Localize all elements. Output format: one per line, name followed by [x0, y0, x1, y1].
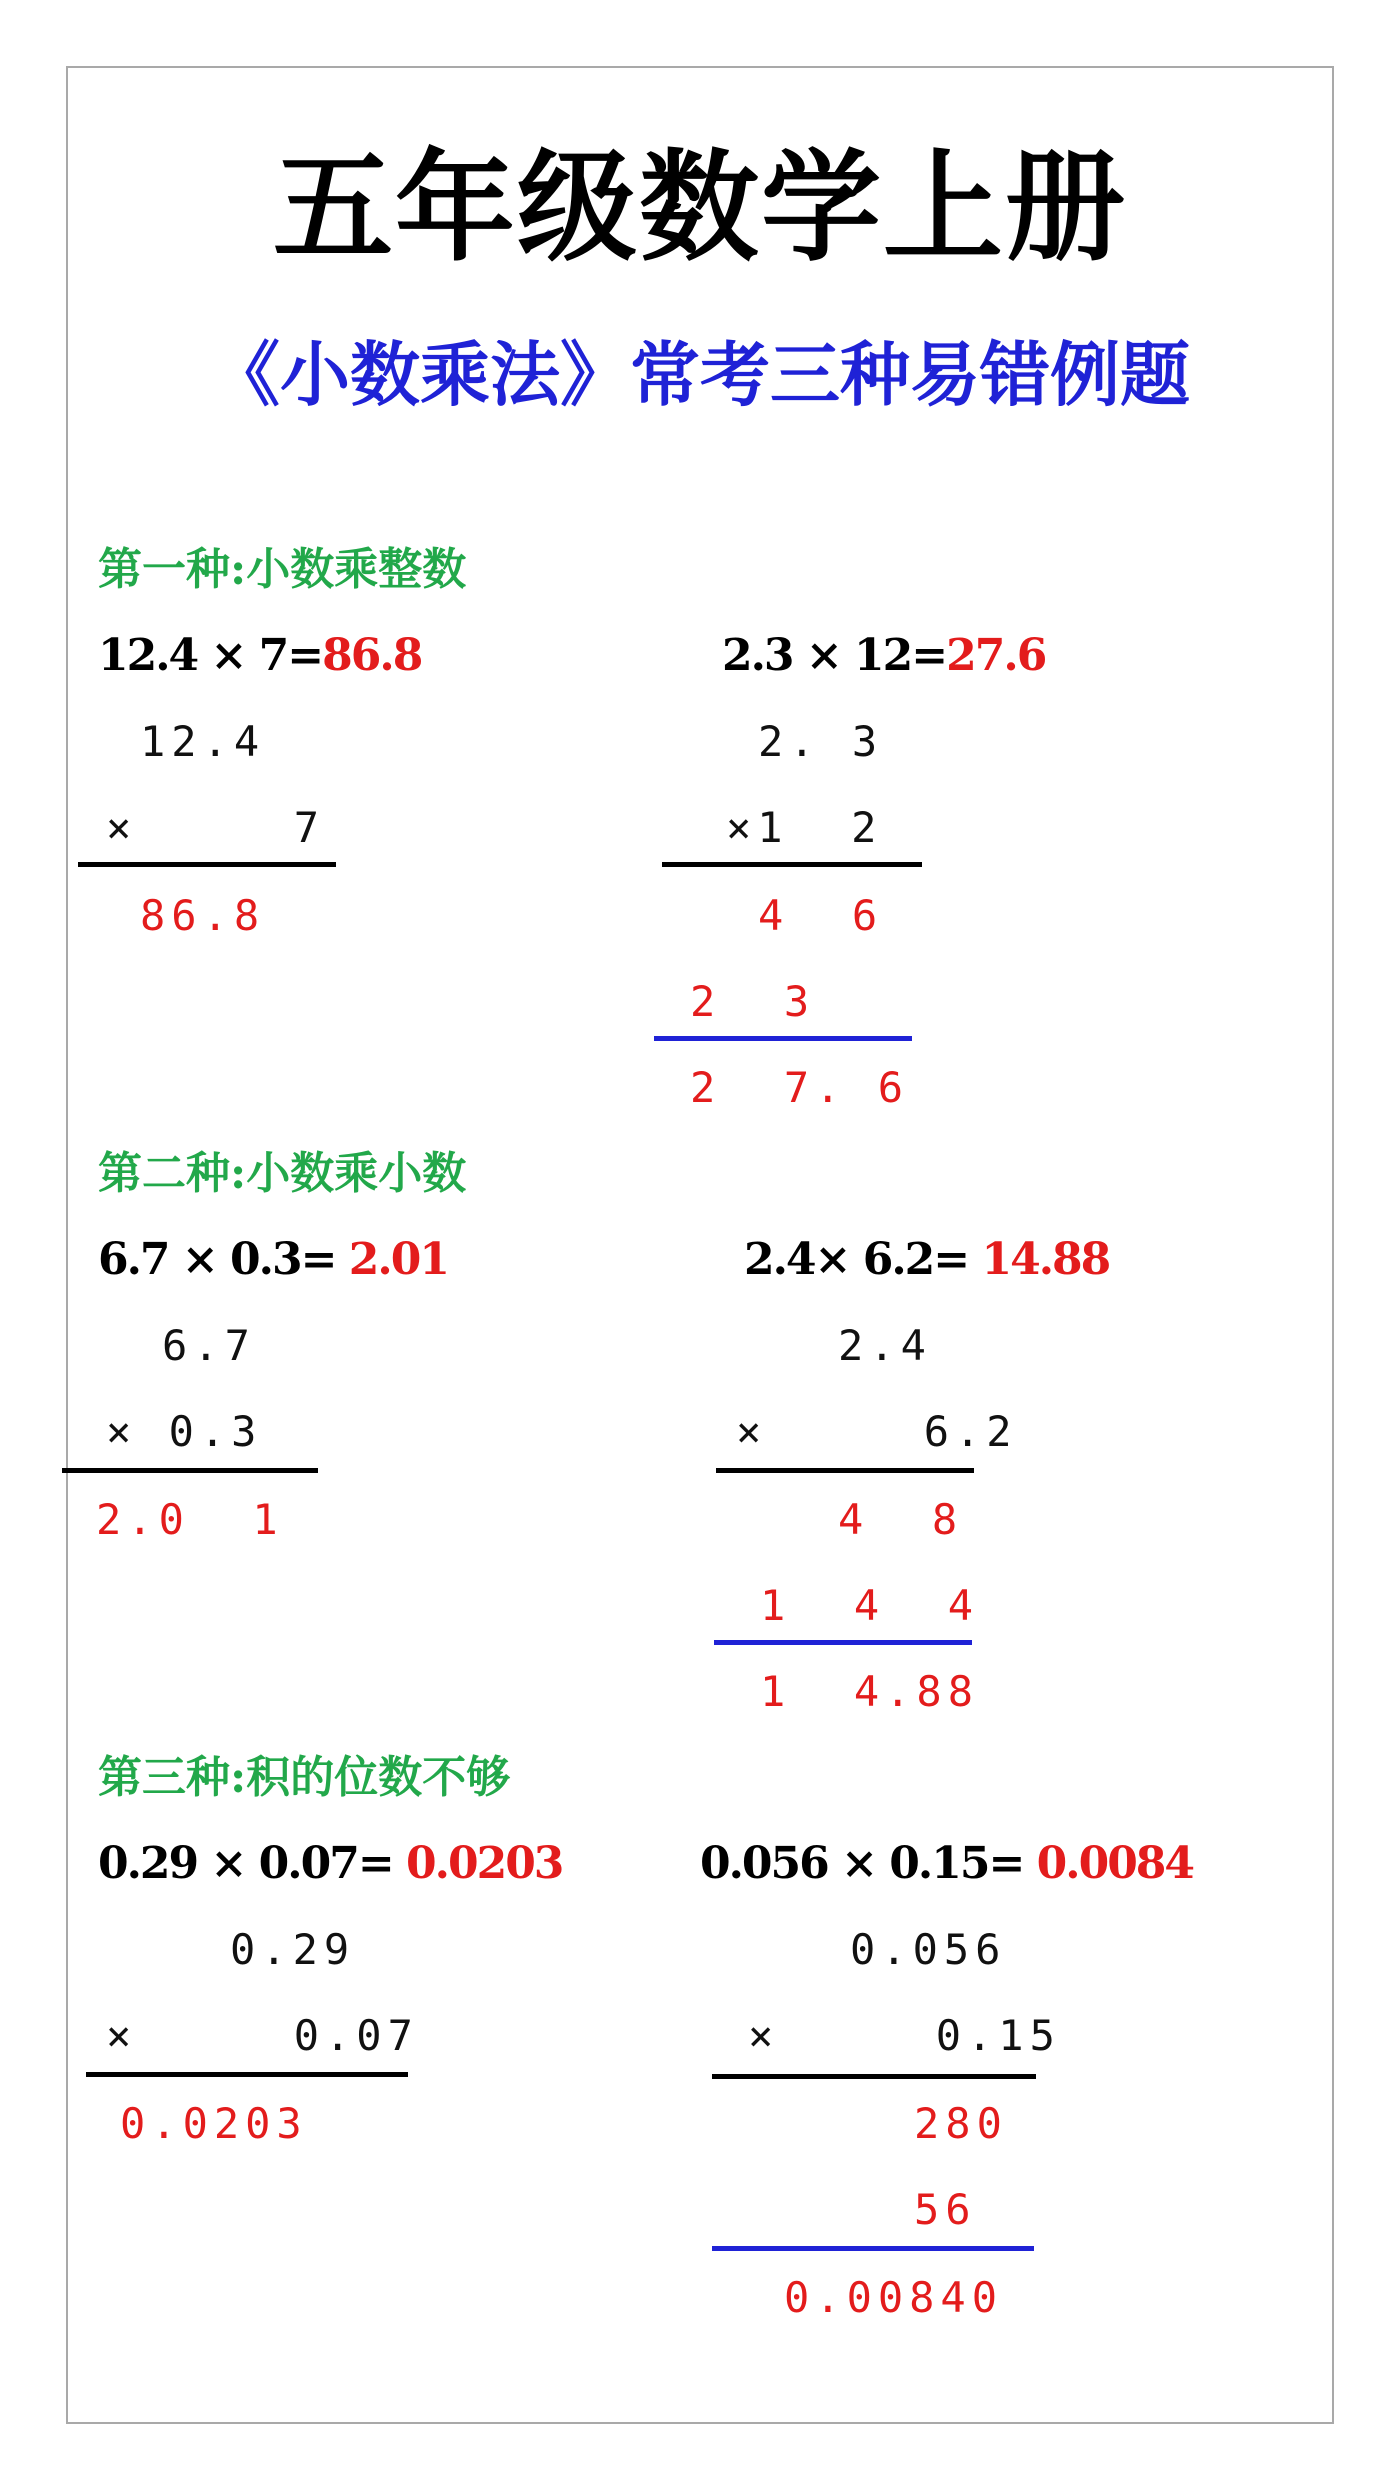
equation-text: 6.7 × 0.3=	[98, 1234, 349, 1285]
section-label: 第一种:小数乘整数	[98, 544, 467, 595]
equation-answer: 2.01	[348, 1234, 448, 1285]
vertical-row: 280	[914, 2099, 1008, 2148]
equation-text: 0.29 × 0.07=	[98, 1838, 407, 1889]
rule-line	[714, 1640, 972, 1645]
vertical-row: 2 3	[690, 977, 816, 1026]
vertical-row: 2 7. 6	[690, 1063, 910, 1112]
vertical-row: 2.4	[838, 1321, 932, 1370]
rule-line	[78, 862, 336, 867]
equation-answer: 14.88	[981, 1234, 1110, 1285]
rule-line	[712, 2074, 1036, 2079]
equation-text: 2.3 × 12=	[722, 630, 947, 681]
vertical-row: 2. 3	[758, 717, 884, 766]
vertical-row: 1 4.88	[760, 1667, 980, 1716]
equation-text: 12.4 × 7=	[98, 630, 323, 681]
rule-line	[716, 1468, 974, 1473]
vertical-row: 6.7	[162, 1321, 256, 1370]
page-subtitle: 《小数乘法》常考三种易错例题	[210, 333, 1190, 416]
equation-text: 2.4× 6.2=	[744, 1234, 982, 1285]
vertical-row: × 0.07	[106, 2011, 419, 2060]
rule-line	[654, 1036, 912, 1041]
equation	[98, 628, 421, 684]
equation	[700, 1836, 1193, 1892]
equation	[98, 1836, 562, 1892]
vertical-row: ×1 2	[726, 803, 883, 852]
vertical-row: × 0.15	[748, 2011, 1061, 2060]
vertical-row: 4 6	[758, 891, 884, 940]
section-label: 第三种:积的位数不够	[98, 1752, 511, 1803]
vertical-row: 0.29	[230, 1925, 356, 1974]
equation-answer: 86.8	[322, 630, 422, 681]
rule-line	[62, 1468, 318, 1473]
vertical-row: 12.4	[140, 717, 266, 766]
equation	[722, 628, 1045, 684]
rule-line	[712, 2246, 1034, 2251]
vertical-row: × 6.2	[736, 1407, 1018, 1456]
equation-answer: 0.0084	[1036, 1838, 1194, 1889]
section-label: 第二种:小数乘小数	[98, 1148, 467, 1199]
vertical-row: 0.00840	[784, 2273, 1004, 2322]
vertical-row: 0.0203	[120, 2099, 308, 2148]
vertical-row: 0.056	[850, 1925, 1007, 1974]
equation-text: 0.056 × 0.15=	[700, 1838, 1037, 1889]
vertical-row: 2.0 1	[96, 1495, 284, 1544]
rule-line	[662, 862, 922, 867]
vertical-row: 1 4 4	[760, 1581, 980, 1630]
page-title: 五年级数学上册	[273, 137, 1127, 278]
vertical-row: 4 8	[838, 1495, 964, 1544]
vertical-row: × 0.3	[106, 1407, 263, 1456]
vertical-row: 86.8	[140, 891, 266, 940]
equation	[98, 1232, 448, 1288]
vertical-row: × 7	[106, 803, 326, 852]
vertical-row: 56	[914, 2185, 977, 2234]
equation-answer: 27.6	[946, 630, 1046, 681]
rule-line	[86, 2072, 408, 2077]
equation-answer: 0.0203	[406, 1838, 563, 1889]
equation	[744, 1232, 1109, 1288]
